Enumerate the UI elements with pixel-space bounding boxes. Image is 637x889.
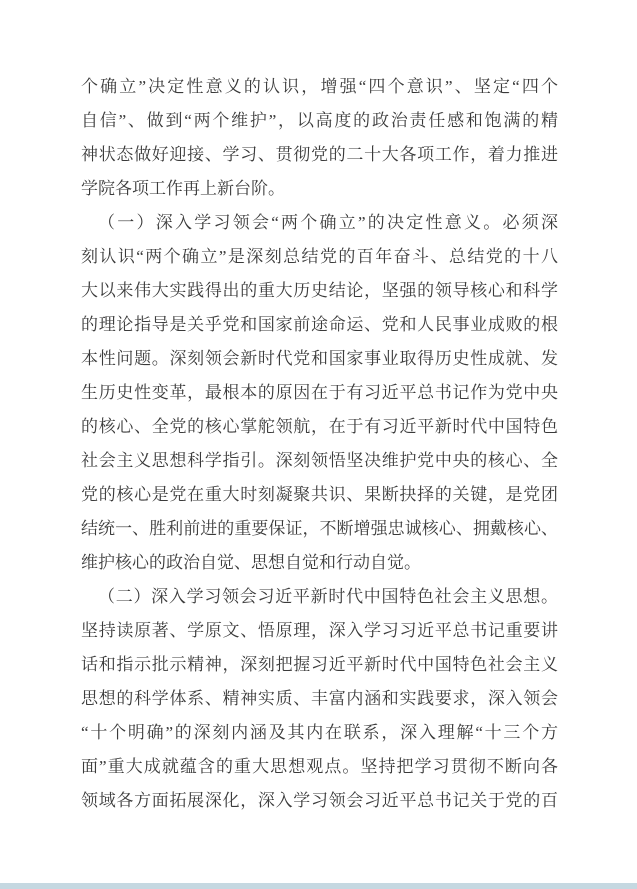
text-line-section-2-start: （二）深入学习领会习近平新时代中国特色社会主义思想。 [98, 587, 558, 606]
text-line: 结统一、胜利前进的重要保证，不断增强忠诚核心、拥戴核心、 [81, 519, 558, 538]
text-line: 维护核心的政治自觉、思想自觉和行动自觉。 [81, 553, 421, 572]
text-line-section-1-start: （一）深入学习领会“两个确立”的决定性意义。必须深 [98, 213, 558, 232]
text-line: 神状态做好迎接、学习、贯彻党的二十大各项工作，着力推进 [81, 145, 558, 164]
text-line: 党的核心是党在重大时刻凝聚共识、果断抉择的关键，是党团 [81, 485, 558, 504]
text-line: 刻认识“两个确立”是深刻总结党的百年奋斗、总结党的十八 [81, 247, 558, 266]
text-line: 的理论指导是关乎党和国家前途命运、党和人民事业成败的根 [81, 315, 558, 334]
text-line: 生历史性变革，最根本的原因在于有习近平总书记作为党中央 [81, 383, 558, 402]
text-line: 本性问题。深刻领会新时代党和国家事业取得历史性成就、发 [81, 349, 558, 368]
document-text-block [81, 70, 558, 818]
page-gap-strip [0, 883, 637, 889]
text-line: 坚持读原著、学原文、悟原理，深入学习习近平总书记重要讲 [81, 621, 558, 640]
text-line: 面”重大成就蕴含的重大思想观点。坚持把学习贯彻不断向各 [81, 757, 558, 776]
text-line: 自信”、做到“两个维护”，以高度的政治责任感和饱满的精 [81, 111, 558, 130]
text-line: 社会主义思想科学指引。深刻领悟坚决维护党中央的核心、全 [81, 451, 558, 470]
text-line: 领域各方面拓展深化，深入学习领会习近平总书记关于党的百 [81, 791, 558, 810]
text-line: 思想的科学体系、精神实质、丰富内涵和实践要求，深入领会 [81, 689, 558, 708]
text-line: 大以来伟大实践得出的重大历史结论，坚强的领导核心和科学 [81, 281, 558, 300]
text-line: 的核心、全党的核心掌舵领航，在于有习近平新时代中国特色 [81, 417, 558, 436]
text-line: 个确立”决定性意义的认识，增强“四个意识”、坚定“四个 [81, 77, 558, 96]
text-line: 学院各项工作再上新台阶。 [81, 179, 285, 198]
text-line: “十个明确”的深刻内涵及其内在联系，深入理解“十三个方 [81, 723, 558, 742]
text-line: 话和指示批示精神，深刻把握习近平新时代中国特色社会主义 [81, 655, 558, 674]
